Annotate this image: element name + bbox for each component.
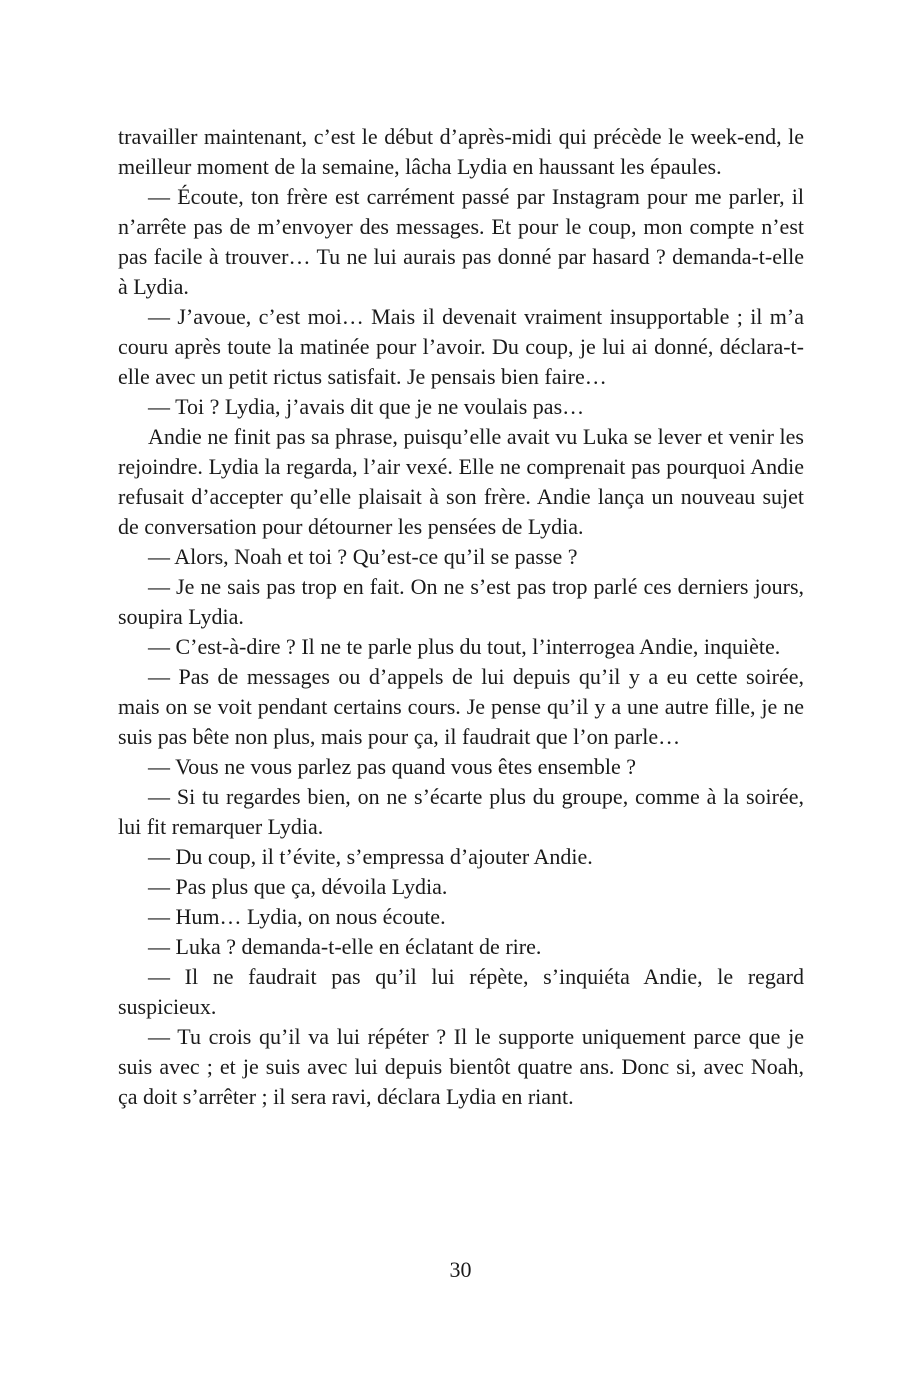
paragraph-3: — J’avoue, c’est moi… Mais il devenait vraiment insupportable ; il m’a couru après toute la matinée pour l’avoir. Du coup, je lui ai donné, déclara-t-elle avec un petit rictus satisfait. Je pensais bien faire… — [118, 304, 804, 389]
paragraph-17: — Tu crois qu’il va lui répéter ? Il le supporte uniquement parce que je suis avec ; et je suis avec lui depuis bientôt quatre ans. Donc si, avec Noah, ça doit s’arrêter ; il sera ravi, déclara Lydia en riant. — [118, 1024, 804, 1109]
paragraph-15: — Luka ? demanda-t-elle en éclatant de rire. — [148, 934, 542, 959]
paragraph-14: — Hum… Lydia, on nous écoute. — [148, 904, 446, 929]
paragraph-11: — Si tu regardes bien, on ne s’écarte plus du groupe, comme à la soirée, lui fit remarquer Lydia. — [118, 784, 804, 839]
paragraph-7: — Je ne sais pas trop en fait. On ne s’est pas trop parlé ces derniers jours, soupira Lydia. — [118, 574, 804, 629]
paragraph-4: — Toi ? Lydia, j’avais dit que je ne voulais pas… — [148, 394, 585, 419]
paragraph-10: — Vous ne vous parlez pas quand vous êtes ensemble ? — [148, 754, 636, 779]
paragraph-6: — Alors, Noah et toi ? Qu’est-ce qu’il se passe ? — [148, 544, 578, 569]
paragraph-13: — Pas plus que ça, dévoila Lydia. — [148, 874, 448, 899]
paragraph-16: — Il ne faudrait pas qu’il lui répète, s’inquiéta Andie, le regard suspicieux. — [118, 964, 804, 1019]
page-number: 30 — [449, 1257, 472, 1282]
paragraph-9: — Pas de messages ou d’appels de lui depuis qu’il y a eu cette soirée, mais on se voit pendant certains cours. Je pense qu’il y a une autre fille, je ne suis pas bête non plus, mais pour ça, il faudrait que l’on parle… — [118, 664, 804, 749]
paragraph-12: — Du coup, il t’évite, s’empressa d’ajouter Andie. — [148, 844, 593, 869]
paragraph-8: — C’est-à-dire ? Il ne te parle plus du tout, l’interrogea Andie, inquiète. — [148, 634, 781, 659]
paragraph-2: — Écoute, ton frère est carrément passé par Instagram pour me parler, il n’arrête pas de m’envoyer des messages. Et pour le coup, mon compte n’est pas facile à trouver… Tu ne lui aurais pas donné par hasard ? demanda-t-elle à Lydia. — [118, 184, 804, 299]
paragraph-1: travailler maintenant, c’est le début d’après-midi qui précède le week-end, le meilleur moment de la semaine, lâcha Lydia en haussant les épaules. — [118, 124, 804, 179]
page-body — [118, 122, 804, 1112]
paragraph-5: Andie ne finit pas sa phrase, puisqu’elle avait vu Luka se lever et venir les rejoindre. Lydia la regarda, l’air vexé. Elle ne comprenait pas pourquoi Andie refusait d’accepter qu’elle plaisait à son frère. Andie lança un nouveau sujet de conversation pour détourner les pensées de Lydia. — [118, 424, 804, 539]
